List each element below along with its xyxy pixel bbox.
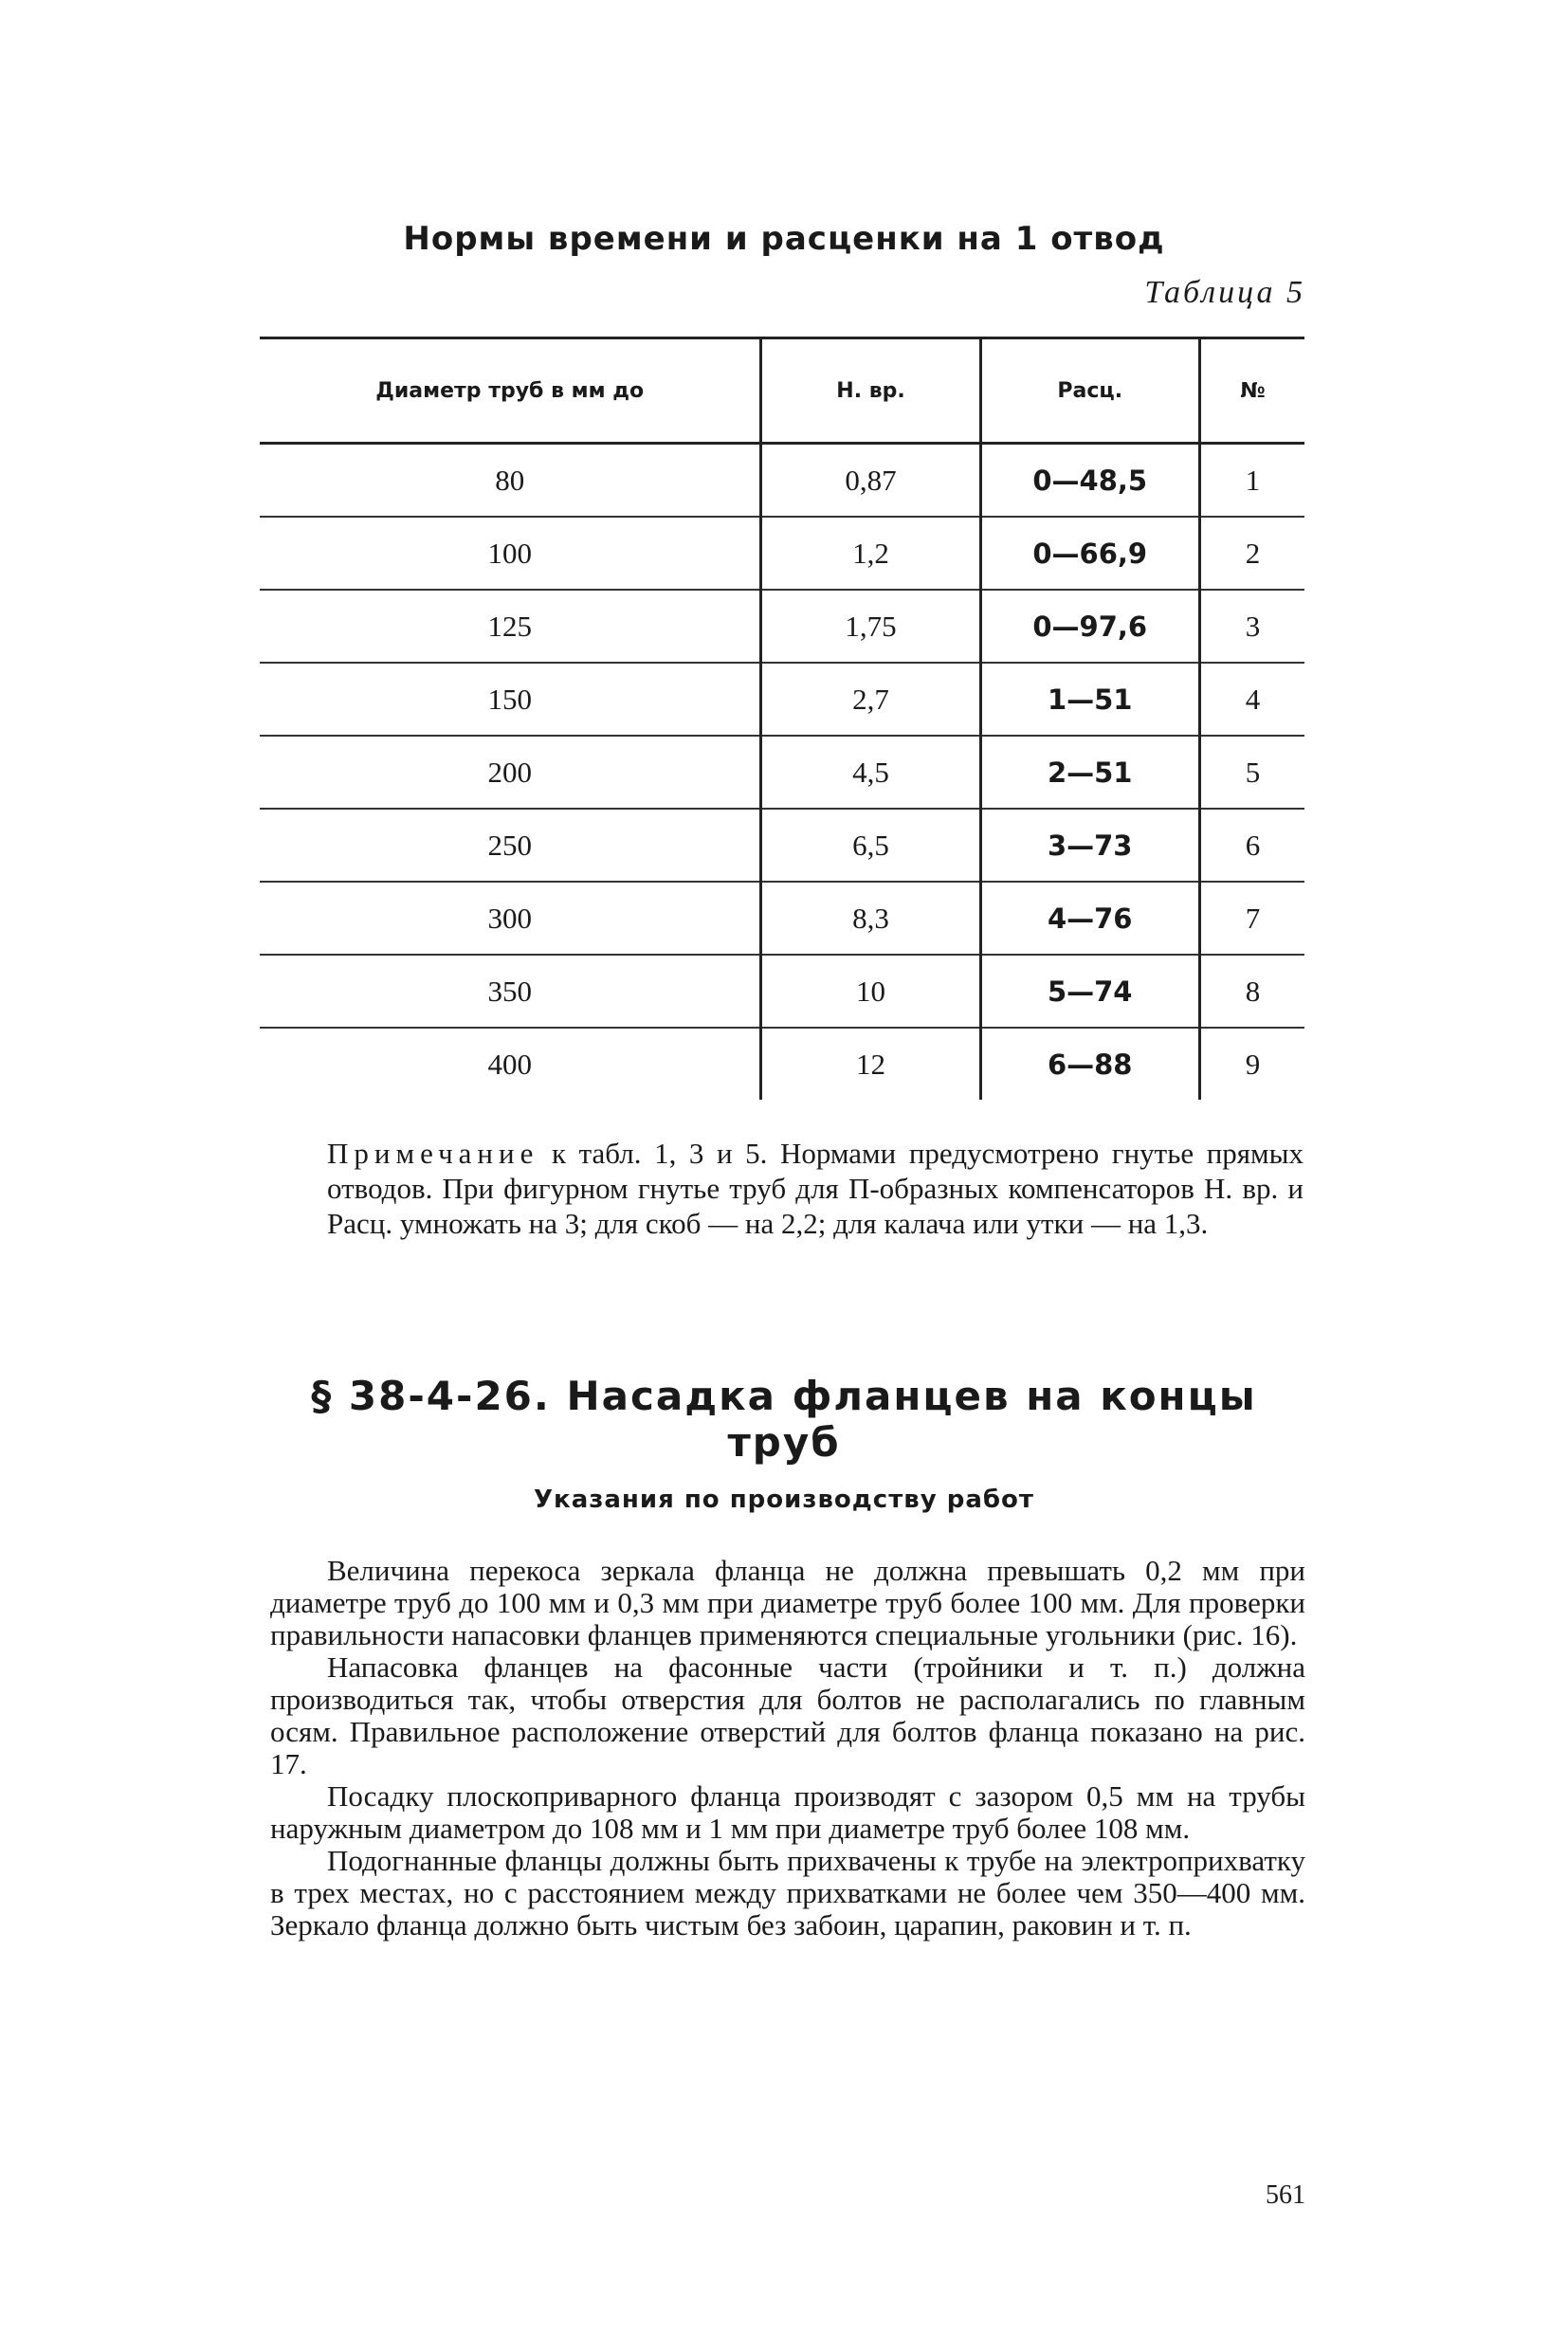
table-label: Таблица 5 bbox=[1144, 275, 1305, 310]
table-row bbox=[260, 1028, 1304, 1100]
cell-diameter: 400 bbox=[487, 1047, 532, 1081]
table-row bbox=[260, 517, 1304, 590]
body-text bbox=[270, 1555, 1305, 1942]
cell-rate: 3—73 bbox=[980, 809, 1199, 882]
cell-number: 6 bbox=[1199, 809, 1304, 882]
cell-number: 4 bbox=[1199, 663, 1304, 736]
note-lead: Примечание bbox=[327, 1137, 539, 1170]
column-header-rate: Расц. bbox=[980, 338, 1199, 444]
cell-diameter: 100 bbox=[260, 517, 761, 590]
cell-rate: 0—48,5 bbox=[980, 444, 1199, 518]
paragraph: Напасовка фланцев на фасонные части (тройники и т. п.) должна производиться так, чтобы отверстия для болтов не располагались по главным осям. Правильное расположение отверстий для болтов фланца показано на рис. 17. bbox=[270, 1650, 1305, 1780]
cell-diameter: 300 bbox=[260, 882, 761, 955]
column-header-diameter: Диаметр труб в мм до bbox=[260, 338, 761, 444]
cell-diameter: 125 bbox=[260, 590, 761, 663]
cell-number: 3 bbox=[1199, 590, 1304, 663]
column-header-number: № bbox=[1199, 338, 1304, 444]
note-text: к табл. 1, 3 и 5. Нормами предусмотрено гнутье прямых отводов. При фигурном гнутье труб для П-образных компенсаторов Н. вр. и Расц. умножать на 3; для скоб — на 2,2; для калача или утки — на 1,3. bbox=[327, 1137, 1304, 1240]
cell-number: 7 bbox=[1199, 882, 1304, 955]
cell-diameter: 350 bbox=[260, 955, 761, 1028]
table-row bbox=[260, 590, 1304, 663]
cell-rate: 0—66,9 bbox=[980, 517, 1199, 590]
cell-diameter: 80 bbox=[260, 444, 761, 518]
table-row bbox=[260, 663, 1304, 736]
cell-number: 1 bbox=[1199, 444, 1304, 518]
cell-rate: 6—88 bbox=[980, 1028, 1199, 1100]
cell-rate: 4—76 bbox=[980, 882, 1199, 955]
cell-rate: 0—97,6 bbox=[980, 590, 1199, 663]
paragraph: Подогнанные фланцы должны быть прихвачены к трубе на электроприхватку в трех местах, но с расстоянием между прихватками не более чем 350—400 мм. Зеркало фланца должно быть чистым без забоин, царапин, раковин и т. п. bbox=[270, 1844, 1305, 1942]
norms-table bbox=[260, 337, 1304, 1100]
cell-diameter: 150 bbox=[260, 663, 761, 736]
cell-time-norm: 6,5 bbox=[761, 809, 980, 882]
cell-diameter: 250 bbox=[260, 809, 761, 882]
cell-time-norm: 2,7 bbox=[761, 663, 980, 736]
table-row bbox=[260, 444, 1304, 518]
table-row bbox=[260, 736, 1304, 809]
section-subtitle: Указания по производству работ bbox=[534, 1486, 1034, 1514]
cell-rate: 5—74 bbox=[980, 955, 1199, 1028]
cell-time-norm: 1,75 bbox=[761, 590, 980, 663]
section-title: § 38-4-26. Насадка фланцев на концы труб bbox=[311, 1373, 1257, 1466]
table-heading: Нормы времени и расценки на 1 отвод bbox=[403, 220, 1165, 258]
table-row bbox=[260, 882, 1304, 955]
cell-number: 9 bbox=[1199, 1028, 1304, 1100]
paragraph: Посадку плоскоприварного фланца производят с зазором 0,5 мм на трубы наружным диаметром до 108 мм и 1 мм при диаметре труб более 108 мм. bbox=[270, 1779, 1305, 1845]
cell-time-norm: 4,5 bbox=[761, 736, 980, 809]
cell-rate: 2—51 bbox=[980, 736, 1199, 809]
table-header-row bbox=[260, 338, 1304, 444]
cell-diameter: 200 bbox=[260, 736, 761, 809]
paragraph: Величина перекоса зеркала фланца не должна превышать 0,2 мм при диаметре труб до 100 мм и 0,3 мм при диаметре труб более 100 мм. Для проверки правильности напасовки фланцев применяются специальные угольники (рис. 16). bbox=[270, 1554, 1305, 1651]
table-row bbox=[260, 809, 1304, 882]
cell-time-norm: 8,3 bbox=[761, 882, 980, 955]
cell-number: 5 bbox=[1199, 736, 1304, 809]
column-header-time-norm: Н. вр. bbox=[761, 338, 980, 444]
table-row bbox=[260, 955, 1304, 1028]
cell-time-norm: 12 bbox=[761, 1028, 980, 1100]
cell-number: 2 bbox=[1199, 517, 1304, 590]
table-note bbox=[327, 1136, 1304, 1241]
page-number: 561 bbox=[1266, 2180, 1305, 2210]
cell-number: 8 bbox=[1199, 955, 1304, 1028]
cell-rate: 1—51 bbox=[980, 663, 1199, 736]
cell-time-norm: 0,87 bbox=[761, 444, 980, 518]
cell-time-norm: 1,2 bbox=[761, 517, 980, 590]
cell-time-norm: 10 bbox=[761, 955, 980, 1028]
